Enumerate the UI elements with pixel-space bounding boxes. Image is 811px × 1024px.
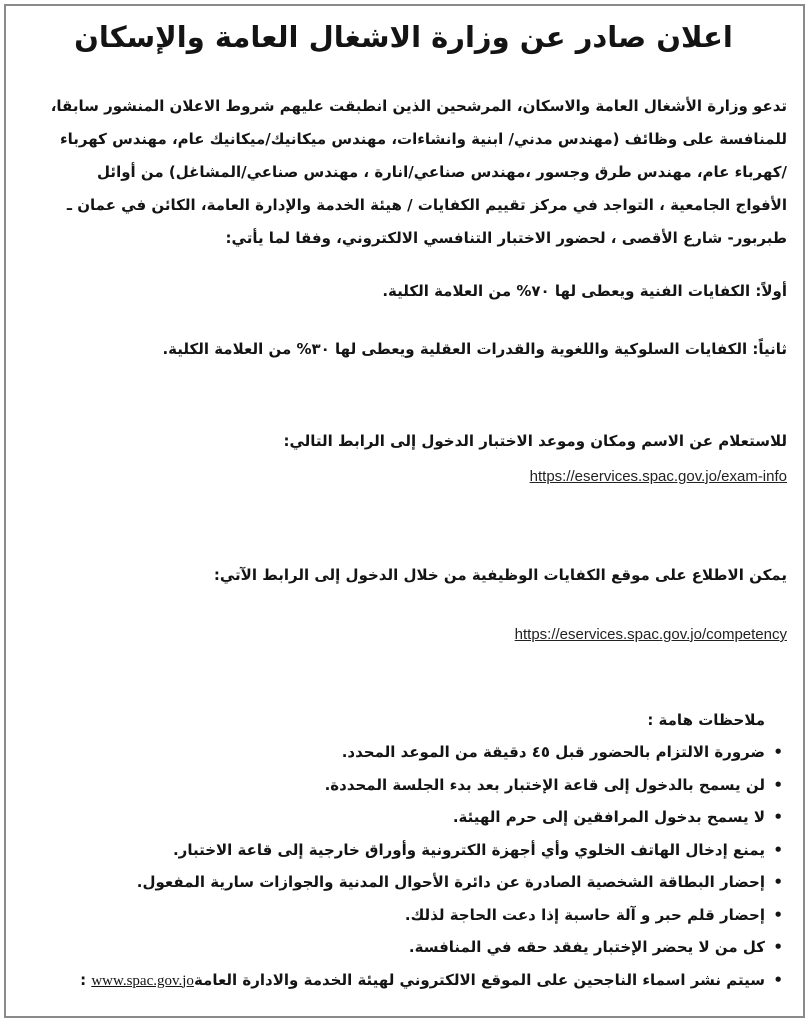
list-item: • يمنع إدخال الهاتف الخلوي وأي أجهزة الكترونية وأوراق خارجية إلى قاعة الاختبار. (20, 834, 765, 867)
competency-text: يمكن الاطلاع على موقع الكفايات الوظيفية من خلال الدخول إلى الرابط الآتي: (213, 566, 787, 584)
spac-website-link[interactable]: www.spac.gov.jo (91, 972, 194, 989)
results-suffix: : (80, 970, 92, 989)
first-criterion: أولاً: الكفايات الفنية ويعطى لها ٧٠% من العلامة الكلية. (382, 282, 787, 300)
intro-line: تدعو وزارة الأشغال العامة والاسكان، المرشحين الذين انطبقت عليهم شروط الاعلان المنشور سابقا، (50, 97, 787, 115)
list-item: • ضرورة الالتزام بالحضور قبل ٤٥ دقيقة من الموعد المحدد. (20, 736, 765, 769)
list-item: • لن يسمح بالدخول إلى قاعة الإختبار بعد بدء الجلسة المحددة. (20, 769, 765, 802)
list-item: • لا يسمح بدخول المرافقين إلى حرم الهيئة. (20, 801, 765, 834)
announcement-title: اعلان صادر عن وزارة الاشغال العامة والإسكان (74, 20, 733, 54)
notes-heading: ملاحظات هامة : (647, 711, 765, 729)
list-item: • إحضار البطاقة الشخصية الصادرة عن دائرة الأحوال المدنية والجوازات سارية المفعول. (20, 866, 765, 899)
intro-line: للمنافسة على وظائف (مهندس مدني/ ابنية وانشاءات، مهندس ميكانيك/ميكانيك عام، مهندس كهرباء (59, 130, 787, 148)
exam-info-link[interactable]: https://eservices.spac.gov.jo/exam-info (529, 468, 787, 485)
inquiry-text: للاستعلام عن الاسم ومكان وموعد الاختبار الدخول إلى الرابط التالي: (283, 432, 787, 450)
list-item: • إحضار قلم حبر و آلة حاسبة إذا دعت الحاجة لذلك. (20, 899, 765, 932)
intro-paragraph (20, 90, 787, 255)
intro-line: الأفواج الجامعية ، التواجد في مركز تقييم الكفايات / هيئة الخدمة والإدارة العامة، الكائن في عمان ـ (66, 196, 787, 214)
intro-line: طبربور- شارع الأقصى ، لحضور الاختبار التنافسي الالكتروني، وفقا لما يأتي: (225, 229, 787, 247)
second-criterion: ثانياً: الكفايات السلوكية واللغوية والقدرات العقلية ويعطى لها ٣٠% من العلامة الكلية. (162, 340, 787, 358)
intro-line: /كهرباء عام، مهندس طرق وجسور ،مهندس صناعي/انارة ، مهندس صناعي/المشاغل) من أوائل (97, 163, 787, 181)
results-text: سيتم نشر اسماء الناجحين على الموقع الالكتروني لهيئة الخدمة والادارة العامة (193, 970, 765, 989)
list-item (20, 964, 765, 998)
competency-link[interactable]: https://eservices.spac.gov.jo/competency (514, 626, 787, 643)
important-notes (20, 704, 787, 997)
notes-list (20, 736, 787, 997)
list-item: • كل من لا يحضر الإختبار يفقد حقه في المنافسة. (20, 931, 765, 964)
